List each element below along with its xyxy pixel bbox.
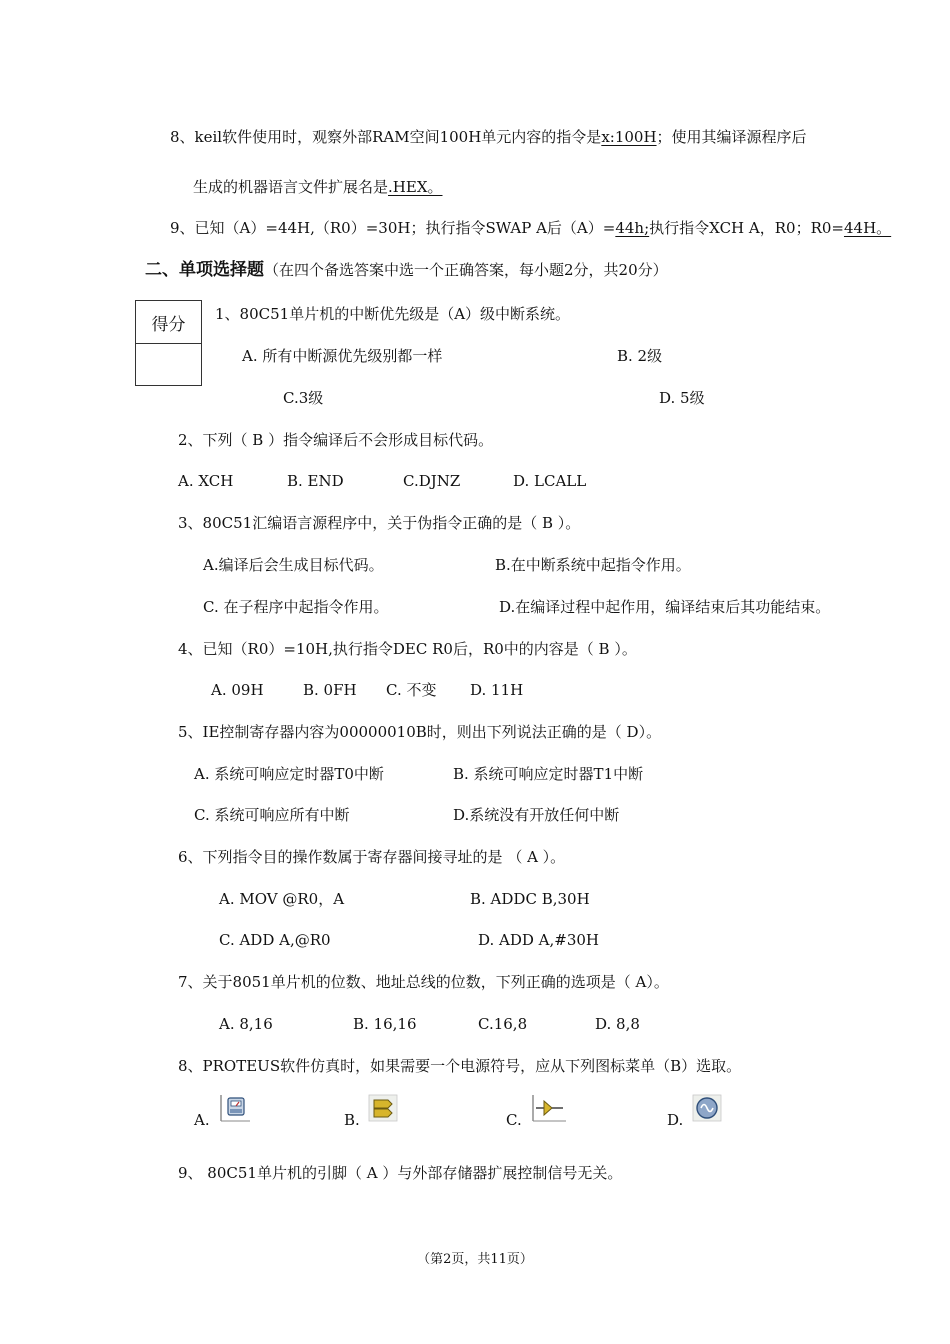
q6-option-c: C. ADD A,@R0 [219, 931, 331, 949]
q4-option-d: D. 11H [470, 681, 524, 699]
q6-option-d: D. ADD A,#30H [478, 931, 600, 949]
section-note: （在四个备选答案中选一个正确答案，每小题2分，共20分） [264, 261, 668, 279]
q2-option-c: C.DJNZ [403, 472, 461, 490]
q5-option-d: D.系统没有开放任何中断 [453, 806, 620, 824]
fill-q9-line: 9、已知（A）=44H,（R0）=30H；执行指令SWAP A后（A）=44h;执行指令XCH A，R0；R0=44H。 [170, 219, 892, 237]
q4-option-b: B. 0FH [303, 681, 357, 699]
q2-option-d: D. LCALL [513, 472, 587, 490]
q2-stem: 2、下列（ B ）指令编译后不会形成目标代码。 [178, 431, 494, 449]
fill-q8-answer1: x:100H [601, 128, 657, 146]
fill-q9-answer1: 44h; [615, 219, 650, 237]
q7-option-b: B. 16,16 [353, 1015, 417, 1033]
q3-option-d: D.在编译过程中起作用，编译结束后其功能结束。 [499, 598, 831, 616]
q3-option-a: A.编译后会生成目标代码。 [203, 556, 384, 574]
component-mode-icon [220, 1094, 250, 1122]
q8-option-b: B. [344, 1111, 360, 1129]
q7-option-d: D. 8,8 [595, 1015, 640, 1033]
q5-option-b: B. 系统可响应定时器T1中断 [453, 765, 644, 783]
q9-stem: 9、 80C51单片机的引脚（ A ）与外部存储器扩展控制信号无关。 [178, 1164, 623, 1182]
q8-option-a: A. [194, 1111, 210, 1129]
fill-q9-answer2: 44H。 [843, 219, 892, 237]
q5-stem: 5、IE控制寄存器内容为00000010B时，则出下列说法正确的是（ D）。 [178, 723, 662, 741]
fill-q8-line1: 8、keil软件使用时，观察外部RAM空间100H单元内容的指令是x:100H；使用其编译源程序后 [170, 128, 807, 146]
q4-option-a: A. 09H [211, 681, 264, 699]
q5-option-c: C. 系统可响应所有中断 [194, 806, 350, 824]
q1-stem: 1、80C51单片机的中断优先级是（A）级中断系统。 [215, 305, 571, 323]
q6-stem: 6、下列指令目的操作数属于寄存器间接寻址的是 （ A ）。 [178, 848, 566, 866]
q7-option-a: A. 8,16 [219, 1015, 273, 1033]
q6-option-b: B. ADDC B,30H [470, 890, 590, 908]
q1-option-b: B. 2级 [617, 347, 663, 365]
q6-option-a: A. MOV @R0，A [219, 890, 345, 908]
fill-q8-answer2: .HEX。 [388, 178, 443, 196]
score-label: 得分 [136, 301, 201, 344]
q7-option-c: C.16,8 [478, 1015, 528, 1033]
q2-option-a: A. XCH [178, 472, 234, 490]
q3-stem: 3、80C51汇编语言源程序中，关于伪指令正确的是（ B ）。 [178, 514, 581, 532]
fill-q8-line2: 生成的机器语言文件扩展名是.HEX。 [193, 178, 443, 196]
q5-option-a: A. 系统可响应定时器T0中断 [194, 765, 384, 783]
score-box [135, 300, 202, 386]
q3-option-b: B.在中断系统中起指令作用。 [495, 556, 691, 574]
q1-option-a: A. 所有中断源优先级别都一样 [242, 347, 443, 365]
q4-stem: 4、已知（R0）=10H,执行指令DEC R0后，R0中的内容是（ B ）。 [178, 640, 637, 658]
q3-option-c: C. 在子程序中起指令作用。 [203, 598, 389, 616]
q8-stem: 8、PROTEUS软件仿真时，如果需要一个电源符号，应从下列图标菜单（B）选取。 [178, 1057, 742, 1075]
q4-option-c: C. 不变 [386, 681, 437, 699]
section-heading: 二、单项选择题（在四个备选答案中选一个正确答案，每小题2分，共20分） [145, 260, 668, 280]
q1-option-c: C.3级 [283, 389, 324, 407]
q2-option-b: B. END [287, 472, 344, 490]
device-pin-icon [532, 1094, 562, 1122]
terminals-mode-icon [368, 1094, 398, 1122]
q7-stem: 7、关于8051单片机的位数、地址总线的位数，下列正确的选项是（ A）。 [178, 973, 669, 991]
q1-option-d: D. 5级 [659, 389, 705, 407]
q8-option-c: C. [506, 1111, 522, 1129]
page-number: （第2页，共11页） [417, 1252, 533, 1267]
q8-option-d: D. [667, 1111, 684, 1129]
generator-mode-icon [692, 1094, 722, 1122]
